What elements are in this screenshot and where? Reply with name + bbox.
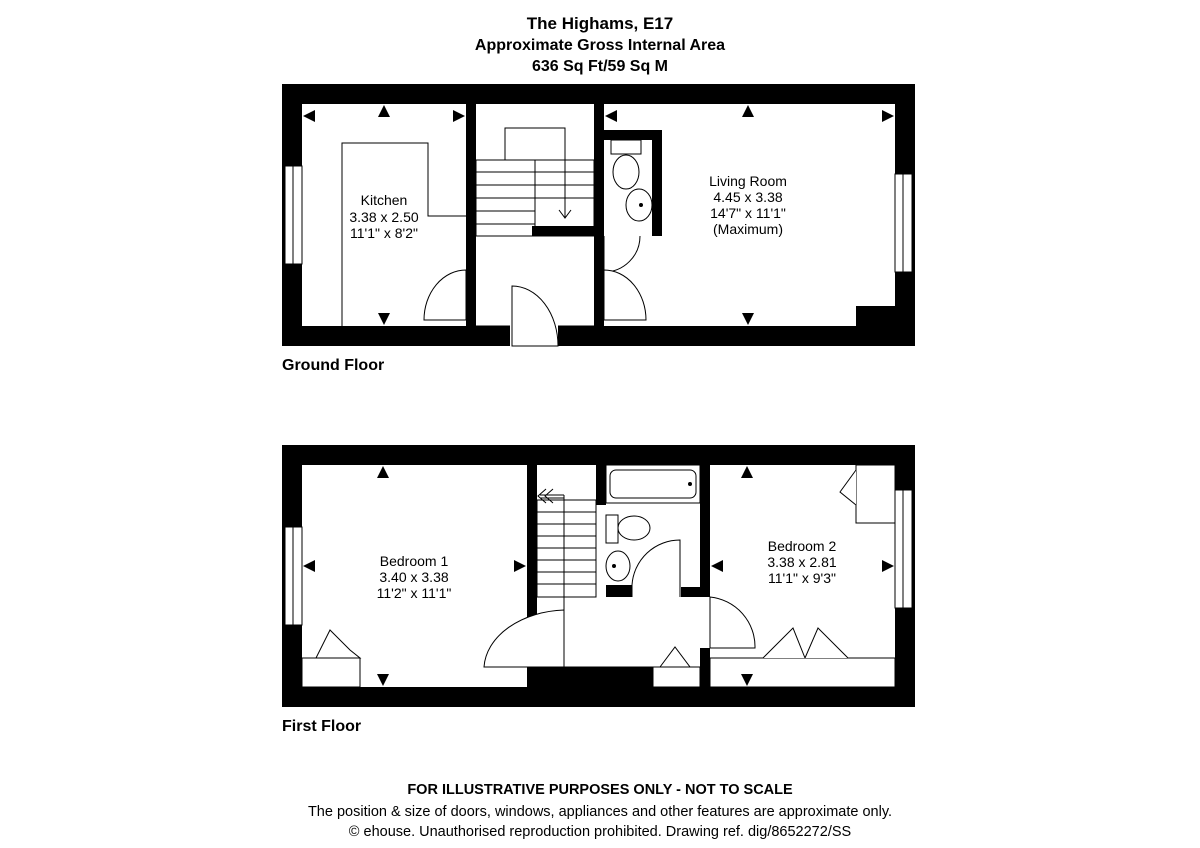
plan-title: The Highams, E17 (526, 14, 674, 33)
kitchen-imperial: 11'1" x 8'2" (350, 225, 418, 241)
bedroom2-metric: 3.38 x 2.81 (767, 554, 837, 570)
kitchen-metric: 3.38 x 2.50 (349, 209, 419, 225)
first-floor-plan (282, 445, 915, 707)
ground-floor-plan (282, 84, 915, 346)
kitchen-name: Kitchen (360, 192, 408, 208)
living-room-metric: 4.45 x 3.38 (713, 189, 783, 205)
first-floor-stairs (537, 489, 596, 620)
bedroom2-name: Bedroom 2 (767, 538, 837, 554)
bathroom-fixtures (606, 465, 700, 597)
bedroom1-imperial: 11'2" x 11'1" (376, 585, 452, 601)
living-room-imperial: 14'7" x 11'1" (710, 205, 786, 221)
plan-subtitle: Approximate Gross Internal Area (474, 37, 726, 54)
bedroom1-name: Bedroom 1 (379, 553, 449, 569)
living-room-name: Living Room (709, 173, 787, 189)
disclaimer: FOR ILLUSTRATIVE PURPOSES ONLY - NOT TO SCALE (407, 782, 793, 798)
plan-area: 636 Sq Ft/59 Sq M (531, 58, 669, 75)
first-floor-label: First Floor (282, 718, 362, 735)
bedroom1-metric: 3.40 x 3.38 (379, 569, 449, 585)
ground-floor-wc-fixtures (604, 140, 652, 272)
approximation-note: The position & size of doors, windows, appliances and other features are approximate only. (307, 804, 893, 820)
living-room-note: (Maximum) (713, 221, 783, 237)
bedroom2-imperial: 11'1" x 9'3" (768, 570, 836, 586)
copyright-line: © ehouse. Unauthorised reproduction prohibited. Drawing ref. dig/8652272/SS (348, 824, 852, 840)
ground-floor-label: Ground Floor (282, 357, 385, 374)
ground-floor-stairs (476, 128, 594, 236)
